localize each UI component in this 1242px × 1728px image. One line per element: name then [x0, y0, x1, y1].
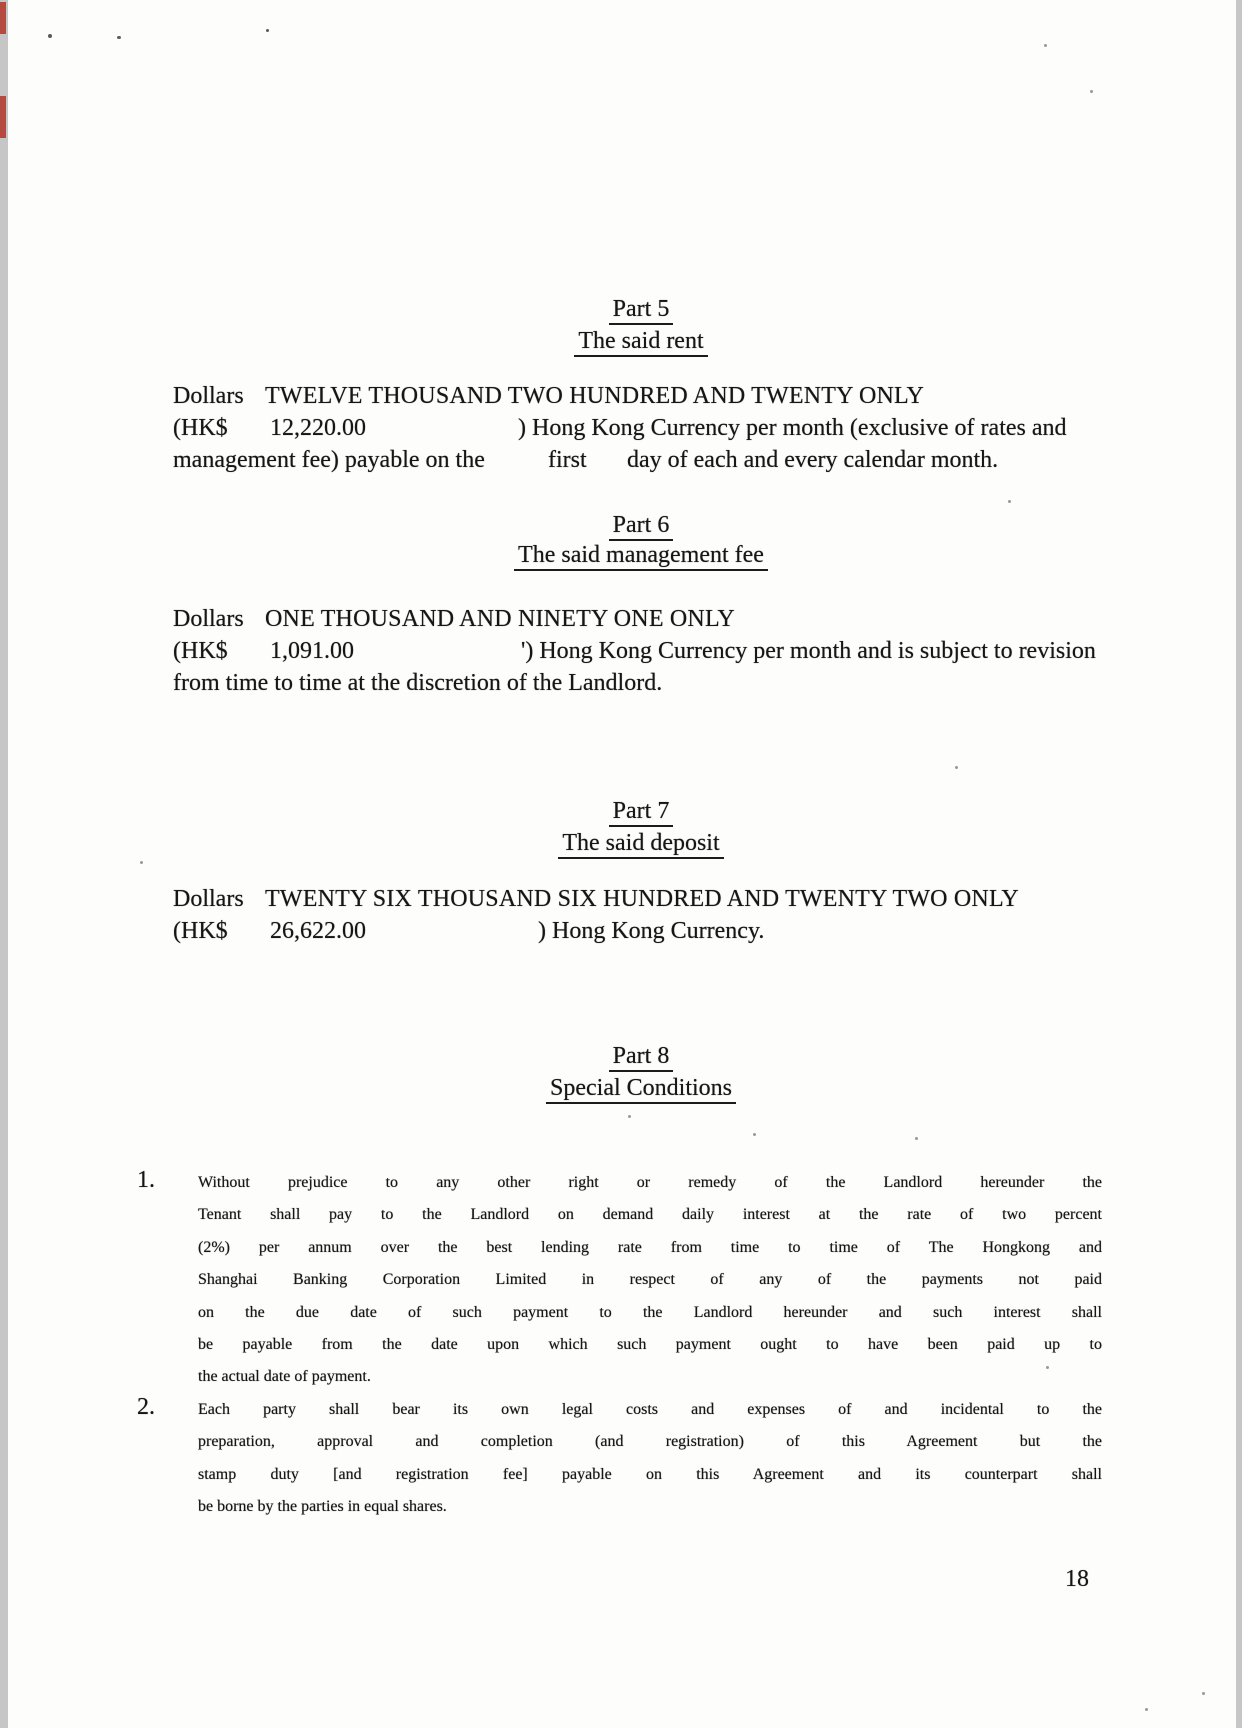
part7-dollars-label: Dollars [173, 886, 244, 912]
scan-speck [140, 861, 143, 864]
part6-amount-figures: 1,091.00 [270, 638, 354, 664]
part7-subtitle: The said deposit [558, 830, 723, 859]
scan-speck [266, 29, 269, 32]
scan-speck [1090, 90, 1093, 93]
part8-subheading [173, 1075, 1109, 1104]
part5-payable-day-word: first [548, 447, 587, 473]
part5-payable-post: day of each and every calendar month. [627, 447, 999, 473]
condition-1-line: on the due date of such payment to the Landlord hereunder and such interest shall [198, 1303, 1102, 1321]
part5-subheading [173, 328, 1109, 357]
condition-1-line: (2%) per annum over the best lending rate from time to time of The Hongkong and [198, 1238, 1102, 1256]
condition-1-line: Tenant shall pay to the Landlord on demand daily interest at the rate of two percent [198, 1206, 1102, 1224]
scan-right-edge-strip [1236, 0, 1242, 1728]
part5-amount-words: TWELVE THOUSAND TWO HUNDRED AND TWENTY ONLY [265, 383, 925, 409]
part5-amount-figures: 12,220.00 [270, 415, 366, 441]
scan-speck [117, 36, 121, 39]
part6-subtitle: The said management fee [514, 542, 768, 571]
part5-dollars-label: Dollars [173, 383, 244, 409]
condition-1-number: 1. [137, 1167, 155, 1193]
condition-1-line: Shanghai Banking Corporation Limited in respect of any of the payments not paid [198, 1271, 1102, 1289]
condition-1-paragraph [198, 1167, 1102, 1394]
part7-hkd-open: (HK$ [173, 918, 228, 944]
scan-speck [628, 1115, 631, 1118]
scan-red-mark-second [0, 96, 6, 138]
scan-speck [753, 1133, 756, 1136]
part6-subheading [173, 542, 1109, 571]
part5-payable-pre: management fee) payable on the [173, 447, 485, 473]
scan-red-mark-top [0, 2, 6, 34]
condition-1-line: the actual date of payment. [198, 1368, 371, 1386]
part7-title: Part 7 [609, 798, 674, 827]
condition-2-line: be borne by the parties in equal shares. [198, 1498, 447, 1516]
scan-speck [1202, 1692, 1205, 1695]
part6-amount-words: ONE THOUSAND AND NINETY ONE ONLY [265, 606, 735, 632]
condition-1-line: be payable from the date upon which such payment ought to have been paid up to [198, 1335, 1102, 1353]
part5-hkd-open: (HK$ [173, 415, 228, 441]
part5-currency-text: ) Hong Kong Currency per month (exclusive of rates and [518, 415, 1067, 441]
part8-title: Part 8 [609, 1043, 674, 1072]
part7-heading [173, 798, 1109, 827]
part7-amount-figures: 26,622.00 [270, 918, 366, 944]
page-number: 18 [1065, 1566, 1089, 1592]
scan-left-edge-strip [0, 0, 8, 1728]
condition-1-line: Without prejudice to any other right or remedy of the Landlord hereunder the [198, 1174, 1102, 1191]
part7-subheading [173, 830, 1109, 859]
part7-currency-text: ) Hong Kong Currency. [538, 918, 765, 944]
scan-speck [915, 1137, 918, 1140]
part5-subtitle: The said rent [574, 328, 707, 357]
scan-speck [1145, 1708, 1148, 1711]
part6-dollars-label: Dollars [173, 606, 244, 632]
part7-amount-words: TWENTY SIX THOUSAND SIX HUNDRED AND TWENTY TWO ONLY [265, 886, 1019, 912]
part6-title: Part 6 [609, 512, 674, 541]
scan-speck [1008, 500, 1011, 503]
part6-currency-text: ') Hong Kong Currency per month and is subject to revision [521, 638, 1096, 664]
condition-2-line: preparation, approval and completion (and registration) of this Agreement but the [198, 1433, 1102, 1451]
condition-2-paragraph [198, 1394, 1102, 1524]
scan-speck [1046, 1366, 1049, 1369]
scan-speck [48, 34, 52, 38]
part6-hkd-open: (HK$ [173, 638, 228, 664]
scan-speck [1044, 44, 1047, 47]
condition-2-line: Each party shall bear its own legal costs and expenses of and incidental to the [198, 1401, 1102, 1418]
part5-title: Part 5 [609, 296, 674, 325]
condition-2-number: 2. [137, 1394, 155, 1420]
part6-revision-text: from time to time at the discretion of the Landlord. [173, 670, 663, 696]
scan-speck [955, 766, 958, 769]
part5-heading [173, 296, 1109, 325]
part6-heading [173, 512, 1109, 541]
part8-heading [173, 1043, 1109, 1072]
part8-subtitle: Special Conditions [546, 1075, 736, 1104]
condition-2-line: stamp duty [and registration fee] payable on this Agreement and its counterpart shall [198, 1465, 1102, 1483]
